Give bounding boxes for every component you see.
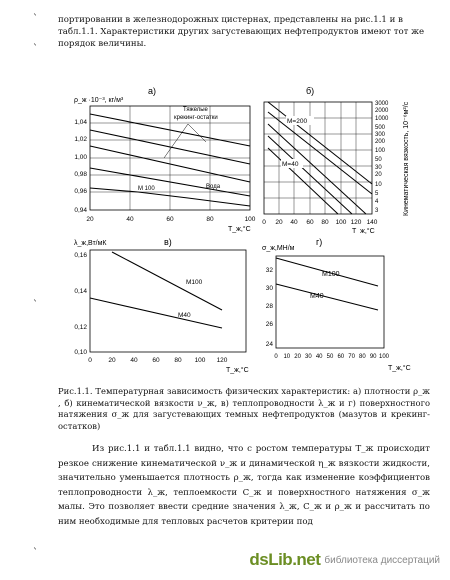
svg-text:24: 24	[265, 341, 273, 348]
svg-text:50: 50	[326, 354, 334, 360]
svg-text:20: 20	[86, 216, 94, 223]
dslib-logo: dsLib.net	[249, 550, 321, 569]
chart-a-xticks	[86, 216, 255, 223]
chart-a-xlabel: T_ж,°C	[228, 226, 251, 233]
svg-text:80: 80	[321, 219, 329, 226]
svg-text:1,02: 1,02	[74, 136, 87, 143]
chart-a-label: а)	[148, 86, 157, 96]
svg-text:1000: 1000	[375, 116, 389, 122]
svg-text:100: 100	[194, 357, 206, 364]
svg-text:1,04: 1,04	[74, 119, 87, 126]
chart-b-frame	[264, 102, 372, 214]
chart-c-yticks	[74, 252, 87, 356]
chart-c-frame	[90, 250, 246, 352]
svg-text:3000: 3000	[375, 101, 389, 107]
margin-mark: `	[33, 548, 38, 559]
svg-text:20: 20	[275, 219, 283, 226]
svg-text:0,94: 0,94	[74, 207, 87, 214]
svg-text:0,96: 0,96	[74, 188, 87, 195]
chart-c	[68, 236, 258, 376]
chart-d	[258, 236, 438, 376]
svg-text:100: 100	[375, 148, 386, 154]
margin-mark: `	[33, 14, 38, 25]
chart-d-series-label: М100	[322, 271, 340, 278]
svg-text:80: 80	[174, 357, 182, 364]
svg-text:0,12: 0,12	[74, 324, 87, 331]
chart-b-xticks	[262, 219, 378, 226]
margin-mark: `	[33, 300, 38, 311]
svg-text:60: 60	[166, 216, 174, 223]
chart-d-yticks	[266, 267, 274, 348]
svg-text:0: 0	[262, 219, 266, 226]
svg-text:40: 40	[290, 219, 298, 226]
chart-c-label: в)	[164, 237, 172, 247]
svg-text:4: 4	[375, 199, 379, 205]
chart-a-ylabel: ρ_ж ·10⁻³, кг/м³	[74, 97, 124, 104]
svg-text:200: 200	[375, 139, 386, 145]
chart-c-ylabel: λ_ж,Вт/мК	[74, 240, 107, 247]
svg-text:100: 100	[335, 219, 347, 226]
chart-a-annot-2: крекинг-остатки	[174, 115, 218, 121]
chart-b-series-label: М=200	[287, 118, 308, 125]
svg-text:0,16: 0,16	[74, 252, 87, 259]
chart-a-series-label: М 100	[138, 186, 155, 192]
chart-b-grid	[264, 102, 372, 214]
chart-c-xticks	[88, 357, 228, 364]
svg-text:1,00: 1,00	[74, 154, 87, 161]
svg-text:80: 80	[359, 354, 366, 360]
chart-b-series-label: М=40	[282, 161, 299, 168]
chart-d-lines	[276, 258, 378, 310]
chart-d-xlabel: T_ж,°C	[388, 365, 411, 372]
svg-text:10: 10	[283, 354, 291, 360]
chart-c-lines	[90, 252, 222, 328]
svg-text:90: 90	[369, 354, 377, 360]
chart-b-label: б)	[306, 86, 315, 96]
svg-text:30: 30	[375, 165, 382, 171]
chart-b-ylabel: Кинематическая вязкость, 10⁻⁶м²/с	[403, 101, 410, 216]
svg-text:20: 20	[294, 354, 301, 360]
svg-text:300: 300	[375, 132, 386, 138]
paragraph-top: портировании в железнодорожных цистернах, представлены на рис.1.1 и в табл.1.1. Характеристики других загустевающих нефтепродуктов имеют тот же порядок величины.	[58, 15, 425, 49]
chart-b	[260, 84, 440, 234]
svg-text:32: 32	[265, 267, 273, 274]
svg-text:500: 500	[375, 125, 386, 131]
chart-d-label: г)	[316, 237, 323, 247]
svg-text:60: 60	[152, 357, 160, 364]
svg-text:10: 10	[375, 182, 382, 188]
figure-caption: Рис.1.1. Температурная зависимость физических характеристик: а) плотности ρ_ж , б) кинематической вязкости ν_ж, в) теплопроводности λ_ж и г) поверхностного натяжения σ_ж для загустевающих темных нефтепродуктов (мазутов и крекинг-остатков)	[58, 386, 430, 431]
svg-text:20: 20	[375, 172, 382, 178]
svg-text:40: 40	[130, 357, 138, 364]
svg-text:40: 40	[315, 354, 323, 360]
margin-mark: `	[33, 44, 38, 55]
svg-text:2000: 2000	[375, 108, 389, 114]
svg-text:100: 100	[244, 216, 256, 223]
chart-d-frame	[276, 256, 384, 348]
svg-text:0: 0	[274, 354, 278, 360]
chart-d-series-label: М40	[310, 293, 324, 300]
chart-a-yticks	[74, 119, 87, 214]
chart-b-yticks	[375, 101, 389, 214]
chart-a	[68, 84, 258, 234]
svg-text:120: 120	[216, 357, 228, 364]
chart-d-xticks	[274, 354, 389, 360]
chart-a-annot-1: Тяжелые	[183, 107, 208, 113]
chart-c-series-label: М100	[186, 279, 203, 286]
svg-text:20: 20	[108, 357, 116, 364]
svg-text:30: 30	[265, 285, 273, 292]
svg-text:60: 60	[306, 219, 314, 226]
chart-c-xlabel: T_ж,°C	[226, 367, 249, 374]
chart-c-series-label: М40	[178, 312, 191, 319]
svg-text:5: 5	[375, 191, 379, 197]
watermark-tagline: библиотека диссертаций	[324, 554, 440, 566]
svg-text:30: 30	[305, 354, 312, 360]
svg-text:50: 50	[375, 157, 382, 163]
svg-text:26: 26	[265, 321, 273, 328]
watermark[interactable]	[249, 550, 440, 570]
svg-text:70: 70	[348, 354, 355, 360]
svg-text:80: 80	[206, 216, 214, 223]
svg-text:60: 60	[337, 354, 345, 360]
svg-text:28: 28	[265, 303, 273, 310]
svg-text:0,14: 0,14	[74, 288, 87, 295]
svg-text:0: 0	[88, 357, 92, 364]
svg-text:0,98: 0,98	[74, 171, 87, 178]
svg-text:3: 3	[375, 208, 379, 214]
chart-d-ylabel: σ_ж,МН/м	[262, 245, 295, 252]
paragraph-body: Из рис.1.1 и табл.1.1 видно, что с ростом температуры T_ж происходит резкое снижение кинематической ν_ж и динамической η_ж вязкости жидкости, значительно уменьшается плотность ρ_ж, тогда как изменение коэффициентов теплопроводности λ_ж, теплоемкости C_ж и поверхностного натяжения σ_ж малы. Это позволяет ввести средние значения λ_ж, C_ж и ρ_ж и рассчитать по ним необходимые для тепловых расчетов критерии под	[58, 444, 430, 527]
svg-text:140: 140	[366, 219, 378, 226]
chart-a-grid	[90, 106, 250, 210]
svg-text:0,10: 0,10	[74, 349, 87, 356]
svg-text:40: 40	[126, 216, 134, 223]
chart-b-lines	[268, 102, 372, 214]
svg-text:120: 120	[350, 219, 362, 226]
svg-text:100: 100	[378, 354, 390, 360]
chart-a-series-label: Вода	[206, 184, 221, 190]
chart-b-xlabel: T_ж,°C	[352, 228, 375, 234]
